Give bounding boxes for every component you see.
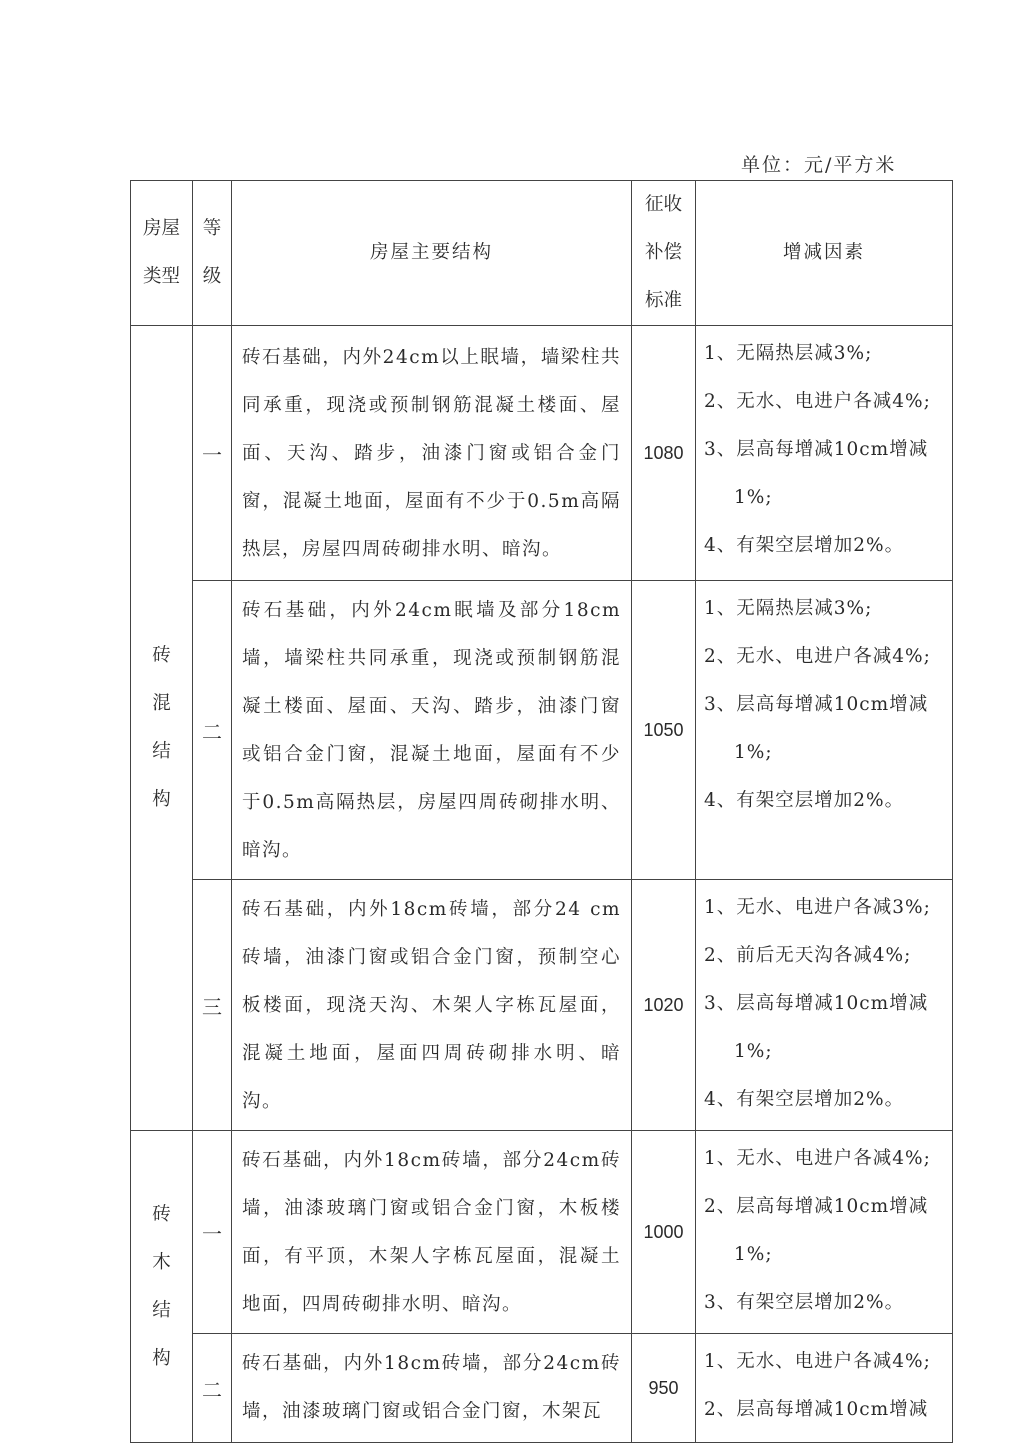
table-row bbox=[131, 1131, 953, 1334]
header-house-type: 房屋 类型 bbox=[131, 181, 193, 326]
structure-cell: 砖石基础，内外18cm砖墙，部分24cm砖墙，油漆玻璃门窗或铝合金门窗，木架瓦 bbox=[232, 1334, 632, 1443]
factor-line: 2、层高每增减10cm增减 bbox=[704, 1196, 929, 1217]
factors-cell bbox=[696, 1334, 953, 1443]
factor-line: 1、无隔热层减3%; bbox=[704, 343, 873, 364]
grade-cell: 二 bbox=[193, 1334, 232, 1443]
standard-cell: 1050 bbox=[632, 581, 696, 880]
header-factors: 增减因素 bbox=[696, 181, 953, 326]
standard-cell: 1080 bbox=[632, 326, 696, 581]
factor-line: 3、层高每增减10cm增减 bbox=[704, 694, 929, 715]
structure-cell: 砖石基础，内外18cm砖墙，部分24 cm砖墙，油漆门窗或铝合金门窗，预制空心板楼面，现浇天沟、木架人字栋瓦屋面，混凝土地面，屋面四周砖砌排水明、暗沟。 bbox=[232, 880, 632, 1131]
grade-cell: 一 bbox=[193, 326, 232, 581]
factor-line: 2、前后无天沟各减4%; bbox=[704, 945, 912, 966]
grade-cell: 三 bbox=[193, 880, 232, 1131]
factor-line: 4、有架空层增加2%。 bbox=[704, 1089, 905, 1110]
compensation-table bbox=[130, 180, 953, 1443]
table-row bbox=[131, 1334, 953, 1443]
grade-cell: 二 bbox=[193, 581, 232, 880]
header-standard: 征收 补偿 标准 bbox=[632, 181, 696, 326]
factor-line: 1、无水、电进户各减4%; bbox=[704, 1351, 931, 1372]
structure-cell: 砖石基础，内外24cm以上眠墙，墙梁柱共同承重，现浇或预制钢筋混凝土楼面、屋面、天沟、踏步，油漆门窗或铝合金门窗，混凝土地面，屋面有不少于0.5m高隔热层，房屋四周砖砌排水明、暗沟。 bbox=[232, 326, 632, 581]
factor-line: 1、无隔热层减3%; bbox=[704, 598, 873, 619]
header-row bbox=[131, 181, 953, 326]
structure-cell: 砖石基础，内外18cm砖墙，部分24cm砖墙，油漆玻璃门窗或铝合金门窗，木板楼面，有平顶，木架人字栋瓦屋面，混凝土地面，四周砖砌排水明、暗沟。 bbox=[232, 1131, 632, 1334]
factors-cell bbox=[696, 1131, 953, 1334]
factor-line: 3、层高每增减10cm增减 bbox=[704, 439, 929, 460]
standard-cell: 1000 bbox=[632, 1131, 696, 1334]
factor-line: 4、有架空层增加2%。 bbox=[704, 535, 905, 556]
factor-line: 1、无水、电进户各减4%; bbox=[704, 1148, 931, 1169]
factors-cell bbox=[696, 326, 953, 581]
house-type-cell: 砖 木 结 构 bbox=[131, 1131, 193, 1443]
header-grade: 等 级 bbox=[193, 181, 232, 326]
factor-line: 1%; bbox=[734, 487, 773, 508]
table-row bbox=[131, 581, 953, 880]
unit-label: 单位：元/平方米 bbox=[741, 154, 897, 176]
structure-cell: 砖石基础，内外24cm眠墙及部分18cm墙，墙梁柱共同承重，现浇或预制钢筋混凝土楼面、屋面、天沟、踏步，油漆门窗或铝合金门窗，混凝土地面，屋面有不少于0.5m高隔热层，房屋四周砖砌排水明、暗沟。 bbox=[232, 581, 632, 880]
standard-cell: 1020 bbox=[632, 880, 696, 1131]
factors-cell bbox=[696, 581, 953, 880]
table-row bbox=[131, 880, 953, 1131]
factors-cell bbox=[696, 880, 953, 1131]
factor-line: 2、无水、电进户各减4%; bbox=[704, 391, 931, 412]
factor-line: 3、层高每增减10cm增减 bbox=[704, 993, 929, 1014]
factor-line: 1%; bbox=[734, 1041, 773, 1062]
factor-line: 2、无水、电进户各减4%; bbox=[704, 646, 931, 667]
table-row bbox=[131, 326, 953, 581]
factor-line: 1%; bbox=[734, 742, 773, 763]
factor-line: 1、无水、电进户各减3%; bbox=[704, 897, 931, 918]
house-type-cell: 砖 混 结 构 bbox=[131, 326, 193, 1131]
factor-line: 3、有架空层增加2%。 bbox=[704, 1292, 905, 1313]
factor-line: 1%; bbox=[734, 1244, 773, 1265]
grade-cell: 一 bbox=[193, 1131, 232, 1334]
factor-line: 4、有架空层增加2%。 bbox=[704, 790, 905, 811]
factor-line: 2、层高每增减10cm增减 bbox=[704, 1399, 929, 1420]
header-structure: 房屋主要结构 bbox=[232, 181, 632, 326]
standard-cell: 950 bbox=[632, 1334, 696, 1443]
